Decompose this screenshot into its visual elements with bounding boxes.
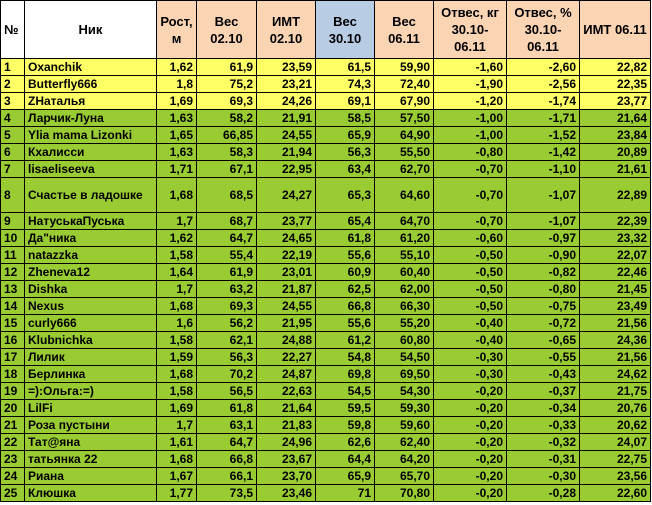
row-height: 1,64 xyxy=(157,264,197,281)
row-weight-0611: 54,50 xyxy=(375,349,434,366)
row-height: 1,71 xyxy=(157,161,197,178)
table-body xyxy=(1,59,651,502)
row-height: 1,69 xyxy=(157,400,197,417)
row-weight-3010: 55,6 xyxy=(316,315,375,332)
row-nick: natazzka xyxy=(25,247,157,264)
row-nick: Ларчик-Луна xyxy=(25,110,157,127)
row-bmi-0611: 21,61 xyxy=(580,161,651,178)
row-weight-0611: 69,50 xyxy=(375,366,434,383)
row-bmi-0611: 22,46 xyxy=(580,264,651,281)
table-row xyxy=(1,59,651,76)
row-weight-3010: 62,6 xyxy=(316,434,375,451)
table-row xyxy=(1,298,651,315)
header-height: Рост, м xyxy=(157,1,197,59)
row-height: 1,63 xyxy=(157,110,197,127)
row-num: 11 xyxy=(1,247,25,264)
row-weight-0210: 56,2 xyxy=(197,315,257,332)
row-weight-0210: 66,8 xyxy=(197,451,257,468)
row-weight-3010: 61,8 xyxy=(316,230,375,247)
row-weight-0611: 60,40 xyxy=(375,264,434,281)
row-weight-0611: 64,60 xyxy=(375,178,434,213)
row-weight-0210: 61,8 xyxy=(197,400,257,417)
row-loss-kg: -1,00 xyxy=(434,110,507,127)
row-weight-0611: 55,20 xyxy=(375,315,434,332)
table-row xyxy=(1,332,651,349)
row-num: 22 xyxy=(1,434,25,451)
row-loss-kg: -0,50 xyxy=(434,281,507,298)
row-weight-0611: 64,20 xyxy=(375,451,434,468)
row-bmi-0611: 23,32 xyxy=(580,230,651,247)
row-nick: curly666 xyxy=(25,315,157,332)
row-loss-pct: -0,34 xyxy=(507,400,580,417)
row-weight-3010: 66,8 xyxy=(316,298,375,315)
row-bmi-0611: 23,49 xyxy=(580,298,651,315)
row-loss-kg: -0,30 xyxy=(434,349,507,366)
row-weight-0611: 67,90 xyxy=(375,93,434,110)
row-nick: lisaeliseeva xyxy=(25,161,157,178)
row-loss-pct: -0,55 xyxy=(507,349,580,366)
row-bmi-0210: 23,70 xyxy=(257,468,316,485)
row-loss-kg: -0,20 xyxy=(434,451,507,468)
row-nick: Берлинка xyxy=(25,366,157,383)
row-nick: Butterfly666 xyxy=(25,76,157,93)
row-height: 1,77 xyxy=(157,485,197,502)
row-num: 21 xyxy=(1,417,25,434)
row-num: 18 xyxy=(1,366,25,383)
row-num: 4 xyxy=(1,110,25,127)
row-height: 1,58 xyxy=(157,332,197,349)
row-bmi-0210: 21,64 xyxy=(257,400,316,417)
row-weight-0210: 73,5 xyxy=(197,485,257,502)
row-weight-3010: 54,8 xyxy=(316,349,375,366)
row-height: 1,65 xyxy=(157,127,197,144)
row-bmi-0210: 23,77 xyxy=(257,213,316,230)
row-height: 1,59 xyxy=(157,349,197,366)
row-num: 6 xyxy=(1,144,25,161)
row-height: 1,63 xyxy=(157,144,197,161)
row-weight-3010: 69,8 xyxy=(316,366,375,383)
row-bmi-0611: 23,56 xyxy=(580,468,651,485)
row-bmi-0611: 22,82 xyxy=(580,59,651,76)
row-loss-pct: -0,43 xyxy=(507,366,580,383)
row-num: 12 xyxy=(1,264,25,281)
row-height: 1,7 xyxy=(157,281,197,298)
row-loss-kg: -0,60 xyxy=(434,230,507,247)
row-loss-kg: -0,20 xyxy=(434,468,507,485)
row-bmi-0210: 23,46 xyxy=(257,485,316,502)
row-bmi-0611: 20,89 xyxy=(580,144,651,161)
row-loss-kg: -0,20 xyxy=(434,417,507,434)
row-weight-3010: 65,3 xyxy=(316,178,375,213)
row-loss-kg: -0,20 xyxy=(434,400,507,417)
header-bmi-0611: ИМТ 06.11 xyxy=(580,1,651,59)
row-loss-kg: -0,20 xyxy=(434,383,507,400)
row-loss-pct: -0,28 xyxy=(507,485,580,502)
row-weight-0611: 72,40 xyxy=(375,76,434,93)
row-weight-0210: 67,1 xyxy=(197,161,257,178)
row-bmi-0210: 24,26 xyxy=(257,93,316,110)
row-bmi-0611: 21,45 xyxy=(580,281,651,298)
row-weight-0611: 62,70 xyxy=(375,161,434,178)
row-num: 23 xyxy=(1,451,25,468)
row-weight-0210: 62,1 xyxy=(197,332,257,349)
row-weight-3010: 74,3 xyxy=(316,76,375,93)
row-weight-3010: 61,5 xyxy=(316,59,375,76)
row-bmi-0210: 22,63 xyxy=(257,383,316,400)
row-bmi-0611: 23,77 xyxy=(580,93,651,110)
row-weight-0210: 64,7 xyxy=(197,230,257,247)
row-nick: Да"ника xyxy=(25,230,157,247)
row-loss-pct: -0,72 xyxy=(507,315,580,332)
row-nick: ZНаталья xyxy=(25,93,157,110)
row-height: 1,67 xyxy=(157,468,197,485)
row-num: 2 xyxy=(1,76,25,93)
table-row xyxy=(1,434,651,451)
header-loss-kg: Отвес, кг 30.10-06.11 xyxy=(434,1,507,59)
row-weight-0210: 56,5 xyxy=(197,383,257,400)
row-weight-0210: 68,7 xyxy=(197,213,257,230)
row-loss-pct: -0,31 xyxy=(507,451,580,468)
row-loss-kg: -0,70 xyxy=(434,178,507,213)
row-weight-0611: 60,80 xyxy=(375,332,434,349)
row-bmi-0210: 24,65 xyxy=(257,230,316,247)
row-nick: Nexus xyxy=(25,298,157,315)
row-num: 24 xyxy=(1,468,25,485)
row-weight-3010: 69,1 xyxy=(316,93,375,110)
table-row xyxy=(1,349,651,366)
row-num: 1 xyxy=(1,59,25,76)
header-weight-0210: Вес 02.10 xyxy=(197,1,257,59)
row-weight-3010: 59,5 xyxy=(316,400,375,417)
row-num: 13 xyxy=(1,281,25,298)
row-bmi-0611: 22,89 xyxy=(580,178,651,213)
row-height: 1,6 xyxy=(157,315,197,332)
row-height: 1,68 xyxy=(157,451,197,468)
table-row xyxy=(1,366,651,383)
row-weight-0210: 61,9 xyxy=(197,59,257,76)
row-bmi-0611: 20,76 xyxy=(580,400,651,417)
row-loss-kg: -0,80 xyxy=(434,144,507,161)
row-bmi-0210: 22,19 xyxy=(257,247,316,264)
header-nick: Ник xyxy=(25,1,157,59)
row-weight-3010: 60,9 xyxy=(316,264,375,281)
row-nick: Счастье в ладошке xyxy=(25,178,157,213)
row-weight-0611: 57,50 xyxy=(375,110,434,127)
row-weight-0611: 64,90 xyxy=(375,127,434,144)
table-row xyxy=(1,110,651,127)
row-weight-0210: 69,3 xyxy=(197,93,257,110)
row-weight-3010: 65,9 xyxy=(316,468,375,485)
row-height: 1,68 xyxy=(157,298,197,315)
row-weight-0210: 66,85 xyxy=(197,127,257,144)
row-bmi-0611: 24,07 xyxy=(580,434,651,451)
row-weight-0611: 65,70 xyxy=(375,468,434,485)
row-loss-pct: -0,97 xyxy=(507,230,580,247)
table-row xyxy=(1,400,651,417)
row-bmi-0210: 21,95 xyxy=(257,315,316,332)
row-weight-3010: 65,9 xyxy=(316,127,375,144)
row-weight-0210: 58,2 xyxy=(197,110,257,127)
row-nick: Лилик xyxy=(25,349,157,366)
row-bmi-0210: 22,27 xyxy=(257,349,316,366)
row-bmi-0210: 23,01 xyxy=(257,264,316,281)
row-weight-3010: 58,5 xyxy=(316,110,375,127)
row-loss-pct: -2,60 xyxy=(507,59,580,76)
row-weight-0611: 55,10 xyxy=(375,247,434,264)
row-bmi-0210: 23,59 xyxy=(257,59,316,76)
row-loss-kg: -1,60 xyxy=(434,59,507,76)
row-weight-0611: 62,40 xyxy=(375,434,434,451)
row-weight-0210: 58,3 xyxy=(197,144,257,161)
row-loss-pct: -0,33 xyxy=(507,417,580,434)
table-row xyxy=(1,281,651,298)
row-height: 1,69 xyxy=(157,93,197,110)
table-row xyxy=(1,315,651,332)
row-nick: Тат@яна xyxy=(25,434,157,451)
row-num: 5 xyxy=(1,127,25,144)
row-bmi-0210: 21,87 xyxy=(257,281,316,298)
row-weight-0210: 75,2 xyxy=(197,76,257,93)
row-num: 7 xyxy=(1,161,25,178)
table-row xyxy=(1,417,651,434)
row-nick: Кхалисси xyxy=(25,144,157,161)
row-weight-0611: 59,30 xyxy=(375,400,434,417)
table-row xyxy=(1,213,651,230)
row-weight-3010: 55,6 xyxy=(316,247,375,264)
table-row xyxy=(1,127,651,144)
row-loss-pct: -1,71 xyxy=(507,110,580,127)
row-height: 1,7 xyxy=(157,417,197,434)
row-weight-0611: 64,70 xyxy=(375,213,434,230)
row-bmi-0210: 21,83 xyxy=(257,417,316,434)
row-weight-3010: 54,5 xyxy=(316,383,375,400)
row-bmi-0210: 22,95 xyxy=(257,161,316,178)
row-loss-pct: -1,07 xyxy=(507,178,580,213)
row-weight-0210: 61,9 xyxy=(197,264,257,281)
row-num: 15 xyxy=(1,315,25,332)
row-bmi-0611: 23,84 xyxy=(580,127,651,144)
row-weight-0210: 68,5 xyxy=(197,178,257,213)
row-nick: Dishka xyxy=(25,281,157,298)
row-bmi-0611: 24,36 xyxy=(580,332,651,349)
row-height: 1,62 xyxy=(157,230,197,247)
row-bmi-0210: 21,91 xyxy=(257,110,316,127)
row-loss-pct: -0,37 xyxy=(507,383,580,400)
row-bmi-0611: 21,56 xyxy=(580,315,651,332)
row-bmi-0611: 20,62 xyxy=(580,417,651,434)
row-weight-3010: 59,8 xyxy=(316,417,375,434)
header-weight-0611: Вес 06.11 xyxy=(375,1,434,59)
row-nick: Риана xyxy=(25,468,157,485)
row-weight-0210: 63,1 xyxy=(197,417,257,434)
row-bmi-0210: 23,21 xyxy=(257,76,316,93)
row-loss-kg: -1,90 xyxy=(434,76,507,93)
row-loss-kg: -1,20 xyxy=(434,93,507,110)
row-loss-pct: -2,56 xyxy=(507,76,580,93)
row-bmi-0210: 24,96 xyxy=(257,434,316,451)
row-num: 16 xyxy=(1,332,25,349)
row-num: 20 xyxy=(1,400,25,417)
row-nick: Oxanchik xyxy=(25,59,157,76)
row-bmi-0611: 22,60 xyxy=(580,485,651,502)
row-weight-0210: 70,2 xyxy=(197,366,257,383)
row-bmi-0210: 21,94 xyxy=(257,144,316,161)
row-num: 8 xyxy=(1,178,25,213)
table-row xyxy=(1,144,651,161)
row-bmi-0611: 22,75 xyxy=(580,451,651,468)
row-weight-0210: 69,3 xyxy=(197,298,257,315)
table-row xyxy=(1,247,651,264)
row-loss-pct: -1,52 xyxy=(507,127,580,144)
header-num: № xyxy=(1,1,25,59)
row-height: 1,58 xyxy=(157,247,197,264)
row-nick: Роза пустыни xyxy=(25,417,157,434)
row-nick: Клюшка xyxy=(25,485,157,502)
row-weight-3010: 64,4 xyxy=(316,451,375,468)
row-loss-kg: -1,00 xyxy=(434,127,507,144)
row-nick: Ylia mama Lizonki xyxy=(25,127,157,144)
row-bmi-0611: 22,39 xyxy=(580,213,651,230)
table-row xyxy=(1,451,651,468)
row-bmi-0611: 22,07 xyxy=(580,247,651,264)
table-row xyxy=(1,93,651,110)
row-nick: Zheneva12 xyxy=(25,264,157,281)
row-nick: НатуськаПуська xyxy=(25,213,157,230)
row-loss-kg: -0,70 xyxy=(434,213,507,230)
row-num: 17 xyxy=(1,349,25,366)
header-weight-3010: Вес 30.10 xyxy=(316,1,375,59)
row-weight-0611: 55,50 xyxy=(375,144,434,161)
row-loss-pct: -0,90 xyxy=(507,247,580,264)
row-weight-0611: 59,60 xyxy=(375,417,434,434)
row-nick: LilFi xyxy=(25,400,157,417)
row-bmi-0611: 21,56 xyxy=(580,349,651,366)
row-nick: татьянка 22 xyxy=(25,451,157,468)
row-bmi-0611: 22,35 xyxy=(580,76,651,93)
row-weight-0210: 66,1 xyxy=(197,468,257,485)
row-weight-0210: 64,7 xyxy=(197,434,257,451)
row-bmi-0210: 24,88 xyxy=(257,332,316,349)
row-weight-0611: 54,30 xyxy=(375,383,434,400)
row-loss-pct: -0,65 xyxy=(507,332,580,349)
table-row xyxy=(1,178,651,213)
row-bmi-0611: 24,62 xyxy=(580,366,651,383)
row-bmi-0210: 24,55 xyxy=(257,127,316,144)
table-row xyxy=(1,383,651,400)
row-weight-3010: 65,4 xyxy=(316,213,375,230)
row-weight-3010: 61,2 xyxy=(316,332,375,349)
row-loss-kg: -0,30 xyxy=(434,366,507,383)
row-num: 14 xyxy=(1,298,25,315)
header-row xyxy=(1,1,651,59)
row-num: 3 xyxy=(1,93,25,110)
row-loss-kg: -0,20 xyxy=(434,434,507,451)
header-loss-pct: Отвес, % 30.10-06.11 xyxy=(507,1,580,59)
table-row xyxy=(1,468,651,485)
row-nick: =):Ольга:=) xyxy=(25,383,157,400)
row-bmi-0611: 21,64 xyxy=(580,110,651,127)
row-height: 1,58 xyxy=(157,383,197,400)
row-weight-0611: 66,30 xyxy=(375,298,434,315)
table-row xyxy=(1,161,651,178)
row-num: 9 xyxy=(1,213,25,230)
table-row xyxy=(1,76,651,93)
row-loss-pct: -0,30 xyxy=(507,468,580,485)
row-loss-pct: -1,74 xyxy=(507,93,580,110)
row-loss-pct: -1,10 xyxy=(507,161,580,178)
row-loss-pct: -0,82 xyxy=(507,264,580,281)
row-bmi-0611: 21,75 xyxy=(580,383,651,400)
row-weight-3010: 62,5 xyxy=(316,281,375,298)
row-loss-pct: -1,42 xyxy=(507,144,580,161)
row-weight-0611: 70,80 xyxy=(375,485,434,502)
row-weight-0210: 55,4 xyxy=(197,247,257,264)
row-bmi-0210: 24,55 xyxy=(257,298,316,315)
row-loss-kg: -0,70 xyxy=(434,161,507,178)
row-num: 19 xyxy=(1,383,25,400)
row-bmi-0210: 24,27 xyxy=(257,178,316,213)
row-height: 1,8 xyxy=(157,76,197,93)
row-weight-0611: 59,90 xyxy=(375,59,434,76)
row-bmi-0210: 24,87 xyxy=(257,366,316,383)
row-loss-pct: -0,75 xyxy=(507,298,580,315)
row-loss-kg: -0,50 xyxy=(434,264,507,281)
row-weight-0210: 63,2 xyxy=(197,281,257,298)
row-loss-pct: -1,07 xyxy=(507,213,580,230)
row-height: 1,7 xyxy=(157,213,197,230)
row-loss-kg: -0,40 xyxy=(434,315,507,332)
row-loss-kg: -0,50 xyxy=(434,247,507,264)
row-height: 1,68 xyxy=(157,366,197,383)
row-num: 25 xyxy=(1,485,25,502)
row-nick: Klubnichka xyxy=(25,332,157,349)
row-weight-3010: 63,4 xyxy=(316,161,375,178)
row-weight-0210: 56,3 xyxy=(197,349,257,366)
table-row xyxy=(1,264,651,281)
row-bmi-0210: 23,67 xyxy=(257,451,316,468)
row-height: 1,68 xyxy=(157,178,197,213)
header-bmi-0210: ИМТ 02.10 xyxy=(257,1,316,59)
row-height: 1,61 xyxy=(157,434,197,451)
table-row xyxy=(1,485,651,502)
row-num: 10 xyxy=(1,230,25,247)
row-weight-3010: 56,3 xyxy=(316,144,375,161)
row-loss-kg: -0,50 xyxy=(434,298,507,315)
row-loss-pct: -0,32 xyxy=(507,434,580,451)
row-weight-3010: 71 xyxy=(316,485,375,502)
row-loss-kg: -0,40 xyxy=(434,332,507,349)
row-weight-0611: 61,20 xyxy=(375,230,434,247)
row-loss-pct: -0,80 xyxy=(507,281,580,298)
table-row xyxy=(1,230,651,247)
row-height: 1,62 xyxy=(157,59,197,76)
row-weight-0611: 62,00 xyxy=(375,281,434,298)
row-loss-kg: -0,20 xyxy=(434,485,507,502)
